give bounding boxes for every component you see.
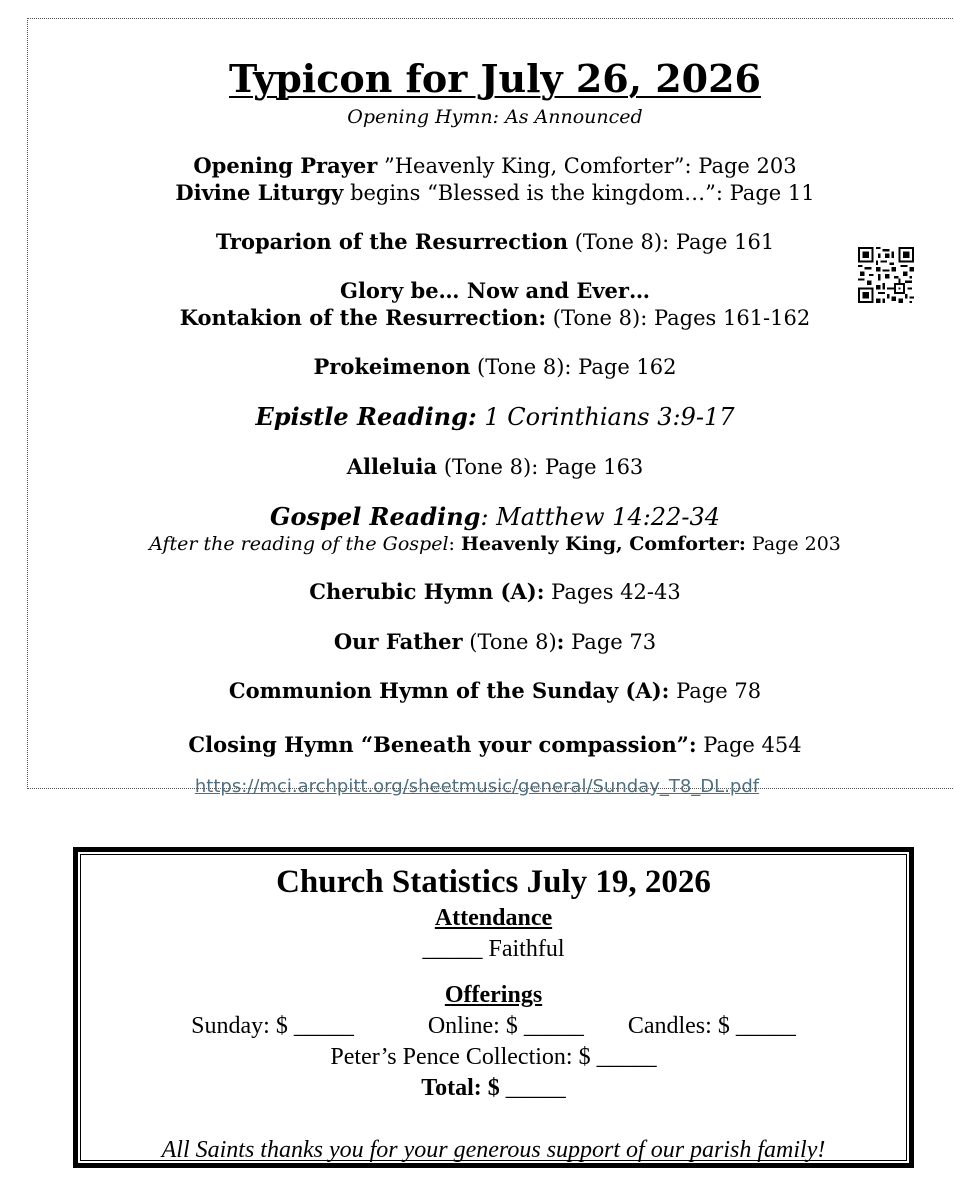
attendance-line: _____ Faithful	[422, 936, 565, 962]
closing-line: Closing Hymn “Beneath your compassion”: Page 454	[188, 732, 802, 757]
thanks-line: All Saints thanks you for your generous support of our parish family!	[161, 1137, 826, 1163]
troparion-line: Troparion of the Resurrection (Tone 8): Page 161	[215, 229, 775, 254]
page-title: Typicon for July 26, 2026	[229, 56, 761, 101]
our-father-line: Our Father (Tone 8): Page 73	[333, 629, 657, 654]
cherubic-line: Cherubic Hymn (A): Pages 42-43	[309, 579, 681, 604]
alleluia-line: Alleluia (Tone 8): Page 163	[346, 454, 644, 479]
total-line: Total: $ _____	[421, 1075, 566, 1101]
church-statistics-box	[73, 847, 914, 1168]
typicon-panel	[27, 18, 954, 789]
offerings-heading: Offerings	[444, 982, 543, 1008]
divine-liturgy-line: Divine Liturgy begins “Blessed is the kingdom…”: Page 11	[175, 180, 815, 205]
kontakion-line: Kontakion of the Resurrection: (Tone 8): Pages 161-162	[179, 305, 811, 330]
communion-line: Communion Hymn of the Sunday (A): Page 78	[228, 678, 762, 703]
prokeimenon-line: Prokeimenon (Tone 8): Page 162	[313, 354, 677, 379]
sunday-offering: Sunday: $ _____	[191, 1013, 354, 1039]
glory-line: Glory be… Now and Ever…	[340, 278, 650, 303]
opening-prayer-line: Opening Prayer ”Heavenly King, Comforter”: Page 203	[193, 153, 797, 178]
qr-code-icon[interactable]	[858, 247, 914, 303]
sheet-music-link[interactable]: https://mci.archpitt.org/sheetmusic/general/Sunday_T8_DL.pdf	[194, 776, 760, 797]
peters-pence-line: Peter’s Pence Collection: $ _____	[330, 1044, 657, 1070]
gospel-line: Gospel Reading: Matthew 14:22-34	[270, 502, 720, 531]
opening-hymn: Opening Hymn: As Announced	[347, 106, 643, 128]
epistle-line: Epistle Reading: 1 Corinthians 3:9-17	[255, 402, 735, 431]
online-offering: Online: $ _____	[427, 1013, 584, 1039]
attendance-heading: Attendance	[434, 905, 553, 931]
offerings-row	[81, 1012, 906, 1040]
after-gospel-line: After the reading of the Gospel: Heavenly King, Comforter: Page 203	[149, 533, 841, 555]
statistics-title: Church Statistics July 19, 2026	[276, 864, 711, 900]
church-statistics-inner	[80, 854, 907, 1161]
candles-offering: Candles: $ _____	[627, 1013, 796, 1039]
